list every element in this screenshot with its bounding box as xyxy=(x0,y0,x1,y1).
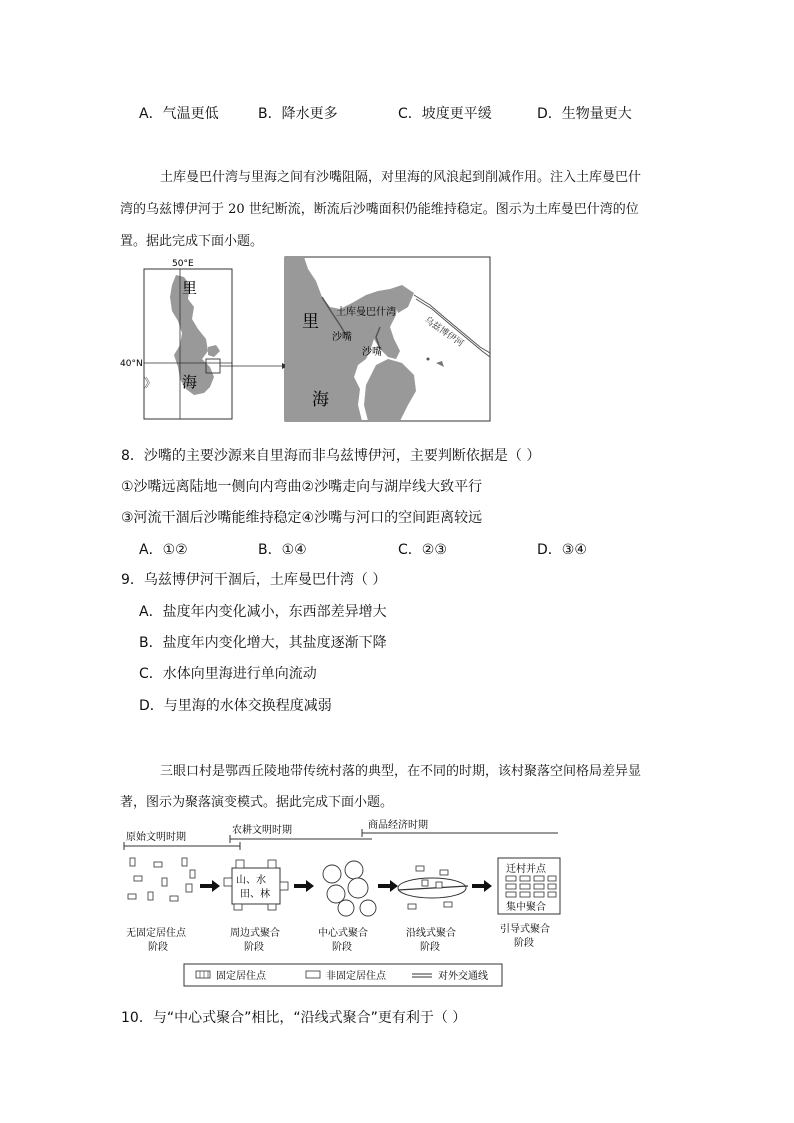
stage2-box-line2: 田、林 xyxy=(240,889,270,900)
passage1-line2: 湾的乌兹博伊河于 20 世纪断流，断流后沙嘴面积仍能维持稳定。图示为土库曼巴什湾的位 xyxy=(120,202,639,217)
svg-text:阶段: 阶段 xyxy=(420,942,440,953)
stage1-caption: 无固定居住点 xyxy=(126,928,186,939)
q9-option-c[interactable]: C．水体向里海进行单向流动 xyxy=(139,666,317,682)
stage5-caption: 引导式聚合 xyxy=(500,924,550,935)
legend-nonfixed: 非固定居住点 xyxy=(326,971,386,982)
q8-option-a[interactable]: A．①② xyxy=(139,542,188,558)
q9-stem: 9．乌兹博伊河干涸后，土库曼巴什湾（ ） xyxy=(121,572,387,588)
spit-label-left: 沙嘴 xyxy=(332,332,352,343)
stage2-caption: 周边式聚合 xyxy=(230,928,280,939)
q9-option-d[interactable]: D．与里海的水体交换程度减弱 xyxy=(139,698,332,714)
period-label-farming: 农耕文明时期 xyxy=(232,825,292,836)
stage3-caption: 中心式聚合 xyxy=(318,928,368,939)
q8-statements-line1: ①沙嘴远离陆地一侧向内弯曲②沙嘴走向与湖岸线大致平行 xyxy=(121,479,483,495)
lon-label: 50°E xyxy=(172,259,194,269)
passage1-line3: 置。据此完成下面小题。 xyxy=(120,234,264,249)
bay-label: 土库曼巴什湾 xyxy=(336,307,396,318)
settlement-evolution-diagram xyxy=(122,818,564,990)
q9-option-b[interactable]: B．盐度年内变化增大，其盐度逐渐下降 xyxy=(139,635,387,651)
period-label-commodity: 商品经济时期 xyxy=(368,820,428,831)
svg-text:阶段: 阶段 xyxy=(148,942,168,953)
q10-stem: 10．与“中心式聚合”相比，“沿线式聚合”更有利于（ ） xyxy=(121,1010,467,1026)
svg-text:阶段: 阶段 xyxy=(332,942,352,953)
q7-option-b[interactable]: B．降水更多 xyxy=(258,106,338,122)
q8-option-d[interactable]: D．③④ xyxy=(537,542,587,558)
spit-label-right: 沙嘴 xyxy=(362,347,382,358)
q8-statements-line2: ③河流干涸后沙嘴能维持稳定④沙嘴与河口的空间距离较远 xyxy=(121,510,483,526)
svg-text:阶段: 阶段 xyxy=(514,938,534,949)
q8-option-c[interactable]: C．②③ xyxy=(398,542,447,558)
locator-sea-char-top: 里 xyxy=(182,279,198,297)
passage2-line2: 著，图示为聚落演变模式。据此完成下面小题。 xyxy=(120,795,394,810)
legend-fixed: 固定居住点 xyxy=(216,971,266,982)
passage2-line1: 三眼口村是鄂西丘陵地带传统村落的典型，在不同的时期，该村聚落空间格局差异显 xyxy=(160,764,642,779)
stage4-caption: 沿线式聚合 xyxy=(406,928,456,939)
stage2-box-line1: 山、水 xyxy=(236,875,266,886)
svg-text:》: 》 xyxy=(144,376,157,390)
q7-option-a[interactable]: A．气温更低 xyxy=(139,106,219,122)
period-label-primitive: 原始文明时期 xyxy=(126,832,186,843)
q7-option-c[interactable]: C．坡度更平缓 xyxy=(398,106,492,122)
river-label: 乌兹博伊河 xyxy=(422,315,465,350)
stage5-top-label: 迁村并点 xyxy=(506,864,546,875)
q8-option-b[interactable]: B．①④ xyxy=(258,542,307,558)
q7-option-d[interactable]: D．生物量更大 xyxy=(537,106,632,122)
q9-option-a[interactable]: A．盐度年内变化减小，东西部差异增大 xyxy=(139,604,387,620)
passage1-line1: 土库曼巴什湾与里海之间有沙嘴阻隔，对里海的风浪起到削减作用。注入土库曼巴什 xyxy=(160,170,642,185)
legend-transport: 对外交通线 xyxy=(438,971,488,982)
detail-sea-char-bottom: 海 xyxy=(312,390,329,410)
svg-text:阶段: 阶段 xyxy=(244,942,264,953)
detail-sea-char-top: 里 xyxy=(302,312,319,332)
stage1-scattered-points xyxy=(128,858,195,901)
lat-label: 40°N xyxy=(120,359,143,369)
stage3-central-cluster xyxy=(323,861,376,916)
q8-stem: 8．沙嘴的主要沙源来自里海而非乌兹博伊河，主要判断依据是（ ） xyxy=(121,448,541,464)
stage5-bottom-label: 集中聚合 xyxy=(506,902,546,913)
locator-sea-char-bottom: 海 xyxy=(182,373,198,391)
caspian-map-figure xyxy=(118,255,494,425)
